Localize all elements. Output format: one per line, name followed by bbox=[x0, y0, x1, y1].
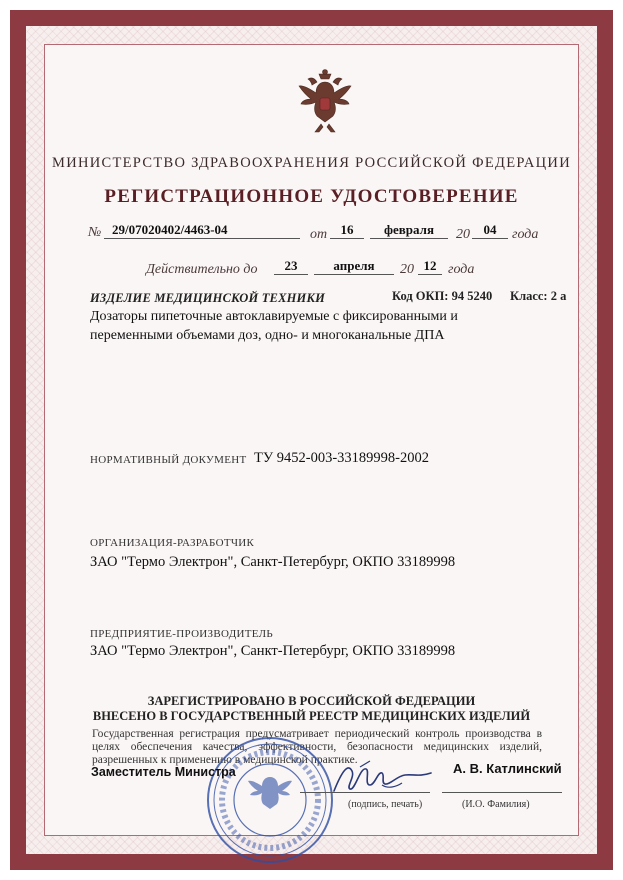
product-description-line1: Дозаторы пипеточные автоклавируемые с фиксированными и bbox=[90, 309, 458, 324]
validity-year: 12 bbox=[418, 258, 442, 275]
product-class: Класс: 2 а bbox=[510, 289, 567, 303]
registration-year: 04 bbox=[472, 222, 508, 239]
signature-line bbox=[300, 792, 430, 793]
name-line bbox=[442, 792, 562, 793]
registered-line2: ВНЕСЕНО В ГОСУДАРСТВЕННЫЙ РЕЕСТР МЕДИЦИНСКИХ ИЗДЕЛИЙ bbox=[92, 709, 531, 723]
registration-number: 29/07020402/4463-04 bbox=[104, 222, 300, 239]
registration-line bbox=[88, 222, 548, 244]
product-description-line2: переменными объемами доз, одно- и многоканальные ДПА bbox=[90, 328, 445, 343]
manufacturer-label: ПРЕДПРИЯТИЕ-ПРОИЗВОДИТЕЛЬ bbox=[90, 628, 274, 640]
registration-month: февраля bbox=[370, 222, 448, 239]
from-label: от bbox=[310, 227, 328, 242]
registration-note: Государственная регистрация предусматривает периодический контроль производства в целях обеспечения качества, эффективности, безопасности медицинских изделий, разрешенных к применению в медицинской практике. bbox=[92, 728, 542, 766]
validity-day: 23 bbox=[274, 258, 308, 275]
okp-code: Код ОКП: 94 5240 bbox=[392, 289, 493, 303]
registration-day: 16 bbox=[330, 222, 364, 239]
ministry-name: МИНИСТЕРСТВО ЗДРАВООХРАНЕНИЯ РОССИЙСКОЙ ФЕДЕРАЦИИ bbox=[52, 155, 571, 171]
manufacturer-value: ЗАО "Термо Электрон", Санкт-Петербург, ОКПО 33189998 bbox=[90, 643, 456, 659]
normative-label: НОРМАТИВНЫЙ ДОКУМЕНТ bbox=[90, 454, 247, 466]
product-heading: ИЗДЕЛИЕ МЕДИЦИНСКОЙ ТЕХНИКИ bbox=[90, 291, 326, 305]
name-caption: (И.О. Фамилия) bbox=[462, 799, 530, 810]
certificate-title: РЕГИСТРАЦИОННОЕ УДОСТОВЕРЕНИЕ bbox=[104, 186, 519, 207]
validity-year-prefix: 20 bbox=[400, 262, 414, 277]
validity-label: Действительно до bbox=[146, 262, 258, 277]
signatory-name: А. В. Катлинский bbox=[453, 761, 562, 776]
signatory-position: Заместитель Министра bbox=[91, 765, 236, 779]
number-label: № bbox=[88, 225, 102, 240]
handwritten-signature-icon bbox=[330, 755, 440, 805]
registration-year-prefix: 20 bbox=[456, 227, 470, 242]
validity-line bbox=[146, 258, 486, 280]
registration-year-label: года bbox=[512, 227, 539, 242]
validity-month: апреля bbox=[314, 258, 394, 275]
eagle-emblem-icon bbox=[297, 68, 353, 136]
normative-value: ТУ 9452-003-33189998-2002 bbox=[254, 450, 429, 466]
developer-label: ОРГАНИЗАЦИЯ-РАЗРАБОТЧИК bbox=[90, 537, 255, 549]
registered-line1: ЗАРЕГИСТРИРОВАНО В РОССИЙСКОЙ ФЕДЕРАЦИИ bbox=[147, 694, 476, 708]
validity-year-label: года bbox=[448, 262, 475, 277]
developer-value: ЗАО "Термо Электрон", Санкт-Петербург, ОКПО 33189998 bbox=[90, 554, 456, 570]
signature-caption: (подпись, печать) bbox=[348, 799, 423, 810]
official-stamp-icon bbox=[205, 735, 335, 865]
